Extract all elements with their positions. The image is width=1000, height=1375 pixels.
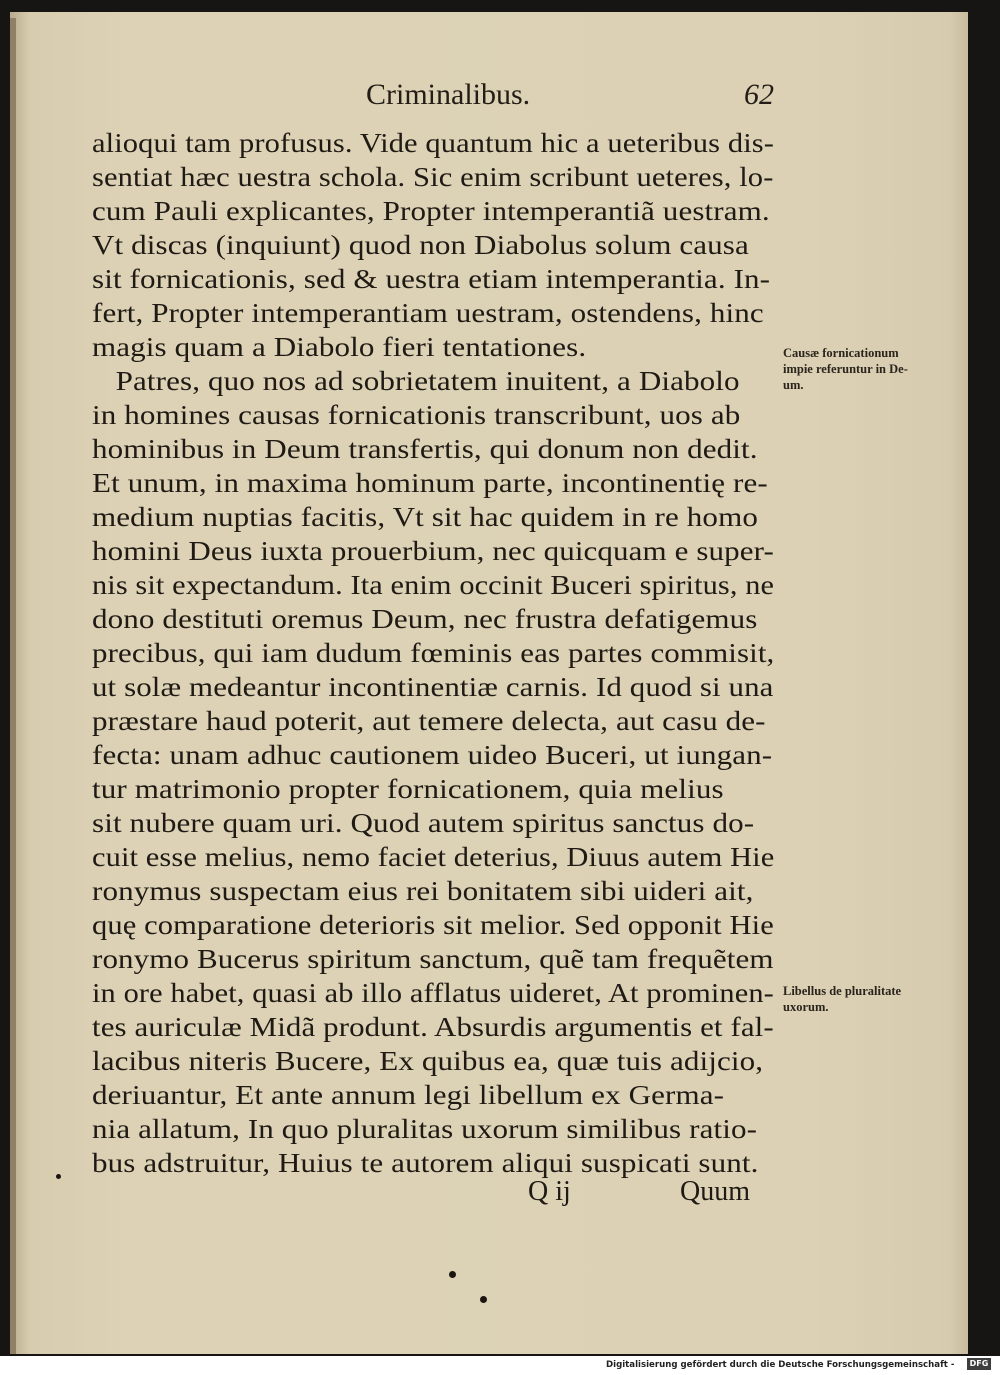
- signature-mark: Q ij: [528, 1176, 571, 1207]
- page-gutter-edge: [10, 18, 16, 1354]
- catchword: Quum: [680, 1176, 750, 1207]
- body-line: homini Deus iuxta prouerbium, nec quicquam e super-: [92, 536, 774, 566]
- body-line: bus adstruitur, Huius te autorem aliqui suspicati sunt.: [92, 1148, 759, 1178]
- body-line: ut solæ medeantur incontinentiæ carnis. Id quod si una: [92, 672, 774, 702]
- body-line: medium nuptias facitis, Vt sit hac quidem in re homo: [92, 502, 758, 532]
- body-line: in homines causas fornicationis transcribunt, uos ab: [92, 400, 741, 430]
- margin-note-line: uxorum.: [783, 1000, 829, 1014]
- margin-note-line: um.: [783, 378, 804, 392]
- body-line: in ore habet, quasi ab illo afflatus uideret, At prominen-: [92, 978, 774, 1008]
- body-line: hominibus in Deum transfertis, qui donum non dedit.: [92, 434, 758, 464]
- body-line: sit fornicationis, sed & uestra etiam intemperantia. In-: [92, 264, 771, 294]
- body-line: fert, Propter intemperantiam uestram, ostendens, hinc: [92, 298, 764, 328]
- digitization-credit: Digitalisierung gefördert durch die Deutsche Forschungsgemeinschaft -: [606, 1360, 955, 1370]
- body-line: cuit esse melius, nemo faciet deterius, Diuus autem Hie: [92, 842, 775, 872]
- body-line: ronymus suspectam eius rei bonitatem sibi uideri ait,: [92, 876, 754, 906]
- margin-note-line: Causæ fornicationum: [783, 346, 899, 360]
- body-line: tur matrimonio propter fornicationem, quia melius: [92, 774, 724, 804]
- body-line: dono destituti oremus Deum, nec frustra defatigemus: [92, 604, 758, 634]
- body-line: tes auriculæ Midã produnt. Absurdis argumentis et fal-: [92, 1012, 774, 1042]
- body-line: præstare haud poterit, aut temere delecta, aut casu de-: [92, 706, 766, 736]
- ink-dot: [56, 1174, 61, 1179]
- margin-note-line: impie referuntur in De-: [783, 362, 908, 376]
- body-line: deriuantur, Et ante annum legi libellum ex Germa-: [92, 1080, 725, 1110]
- body-line: alioqui tam profusus. Vide quantum hic a ueteribus dis-: [92, 128, 775, 158]
- ink-dot: [449, 1271, 456, 1278]
- dfg-logo: DFG: [967, 1358, 991, 1370]
- body-line: magis quam a Diabolo fieri tentationes.: [92, 332, 587, 362]
- body-line: sentiat hæc uestra schola. Sic enim scribunt ueteres, lo-: [92, 162, 774, 192]
- body-line: Et unum, in maxima hominum parte, incontinentię re-: [92, 468, 768, 498]
- body-line: fecta: unam adhuc cautionem uideo Buceri, ut iungan-: [92, 740, 773, 770]
- body-line: cum Pauli explicantes, Propter intemperantiã uestram.: [92, 196, 770, 226]
- body-line: quę comparatione deterioris sit melior. Sed opponit Hie: [92, 910, 774, 940]
- margin-note-line: Libellus de pluralitate: [783, 984, 902, 998]
- page-number: 62: [744, 78, 774, 111]
- body-line: precibus, qui iam dudum fœminis eas partes commisit,: [92, 638, 775, 668]
- body-line: nia allatum, In quo pluralitas uxorum similibus ratio-: [92, 1114, 758, 1144]
- body-line: Patres, quo nos ad sobrietatem inuitent, a Diabolo: [92, 366, 740, 396]
- body-line: lacibus niteris Bucere, Ex quibus ea, quæ tuis adijcio,: [92, 1046, 764, 1076]
- body-line: Vt discas (inquiunt) quod non Diabolus solum causa: [92, 230, 749, 260]
- ink-dot: [480, 1296, 487, 1303]
- body-line: sit nubere quam uri. Quod autem spiritus sanctus do-: [92, 808, 755, 838]
- body-line: ronymo Bucerus spiritum sanctum, quẽ tam frequẽtem: [92, 944, 774, 974]
- body-line: nis sit expectandum. Ita enim occinit Buceri spiritus, ne: [92, 570, 775, 600]
- running-head: Criminalibus.: [366, 78, 531, 111]
